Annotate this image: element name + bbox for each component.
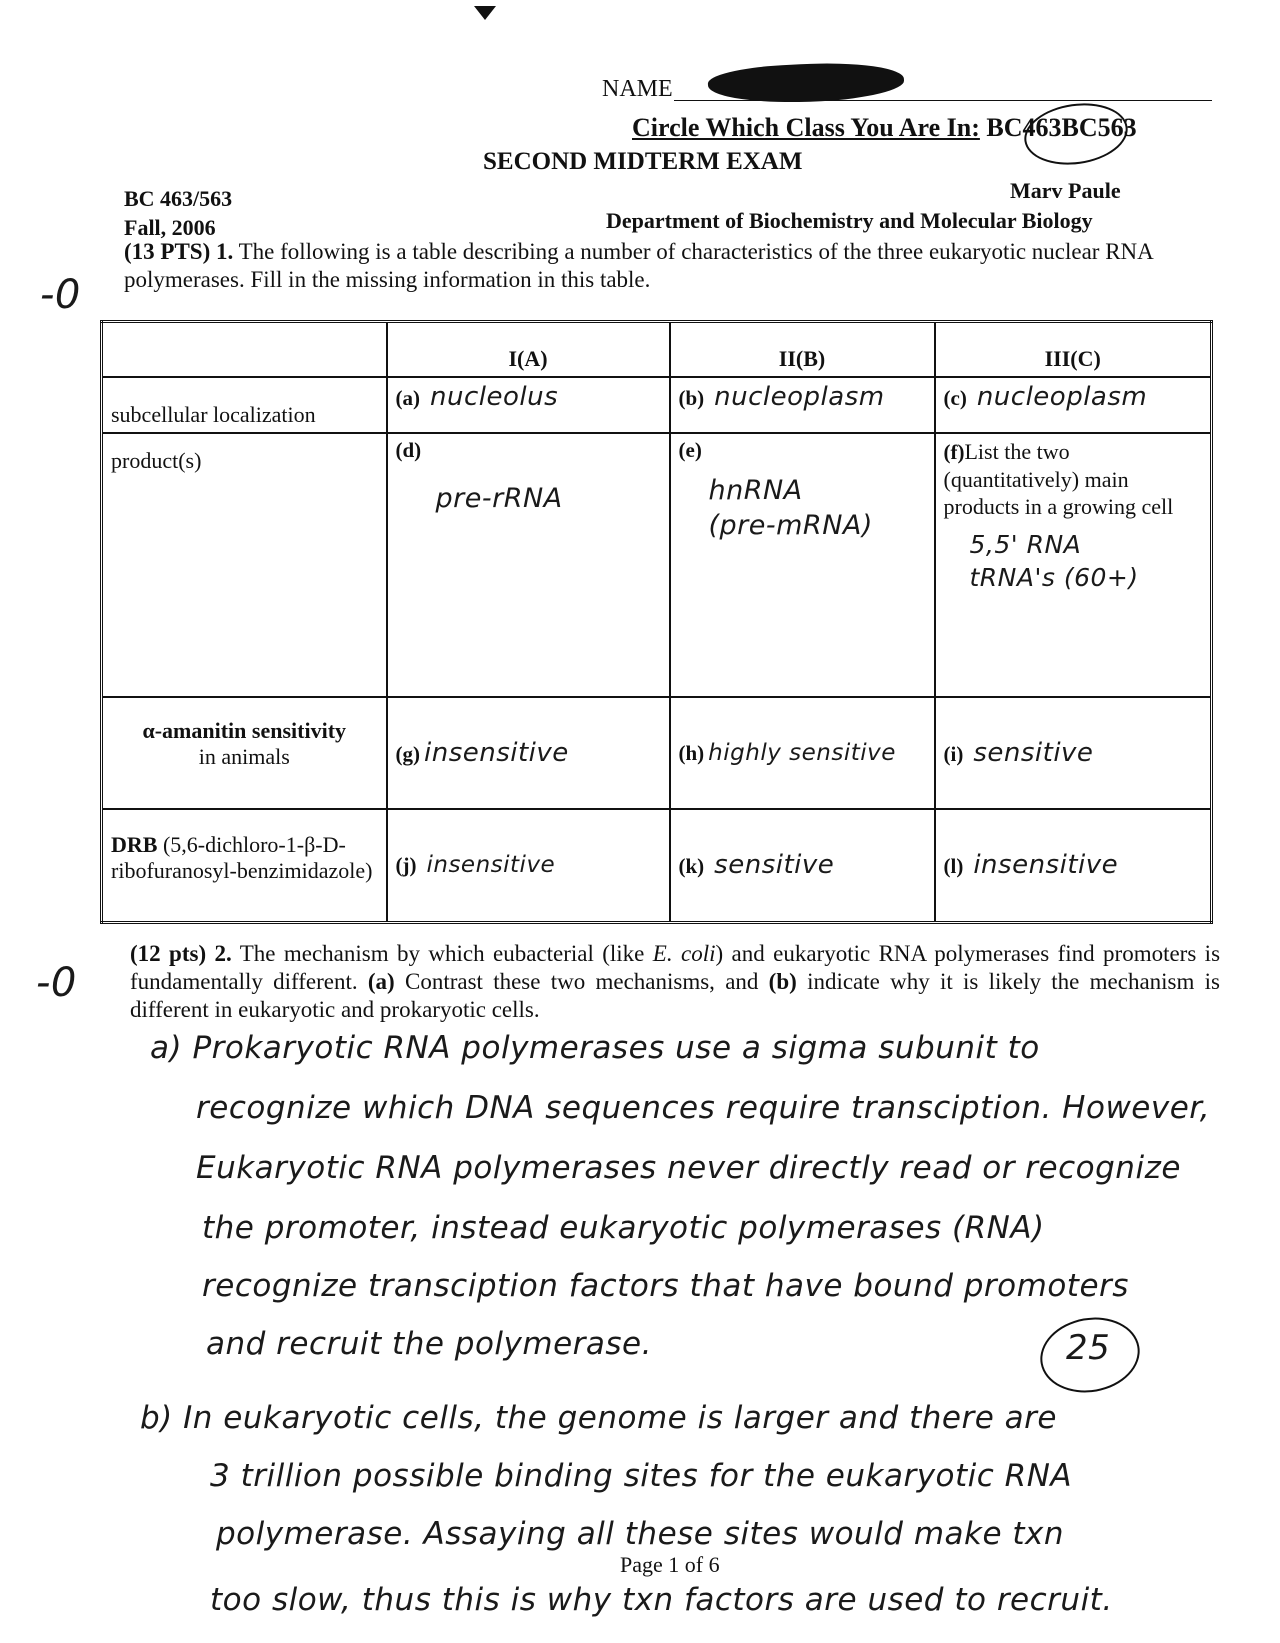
row-label-localization: subcellular localization xyxy=(102,377,387,433)
header-pol-2: II(B) xyxy=(670,322,935,378)
instructor: Marv Paule xyxy=(1010,178,1121,203)
answer-e-2: (pre-mRNA) xyxy=(708,510,873,541)
cell-c: (c) nucleoplasm xyxy=(935,377,1212,433)
class-prompt: Circle Which Class You Are In: xyxy=(632,113,980,142)
header-pol-1: I(A) xyxy=(387,322,670,378)
answer-a-line-4: the promoter, instead eukaryotic polymerases (RNA) xyxy=(202,1210,1045,1246)
answer-d: pre-rRNA xyxy=(435,483,563,514)
answer-j: insensitive xyxy=(426,852,556,879)
cell-b: (b) nucleoplasm xyxy=(670,377,935,433)
q1-score-mark: -0 xyxy=(40,272,81,318)
cell-g: (g) insensitive xyxy=(387,697,670,809)
header-pol-3: III(C) xyxy=(935,322,1212,378)
cell-a: (a) nucleolus xyxy=(387,377,670,433)
row-label-products: product(s) xyxy=(102,433,387,697)
cell-f: (f)List the two (quantitatively) main products in a growing cell 5,5' RNA tRNA's (60+) xyxy=(935,433,1212,697)
answer-a-line-3: Eukaryotic RNA polymerases never directly read or recognize xyxy=(196,1150,1181,1186)
cell-i: (i) sensitive xyxy=(935,697,1212,809)
answer-f-1: 5,5' RNA xyxy=(969,530,1082,559)
table-row-localization xyxy=(102,377,1212,433)
answer-a-line-5: recognize transciption factors that have bound promoters xyxy=(202,1268,1129,1304)
rna-polymerase-table xyxy=(100,320,1213,924)
answer-i: sensitive xyxy=(973,738,1094,769)
table-row-products xyxy=(102,433,1212,697)
header-cell-blank xyxy=(102,322,387,378)
term: Fall, 2006 xyxy=(124,215,216,240)
answer-a: nucleolus xyxy=(430,382,559,413)
course-code: BC 463/563 xyxy=(124,186,233,211)
answer-b-line-1: b) In eukaryotic cells, the genome is larger and there are xyxy=(140,1400,1057,1436)
answer-l: insensitive xyxy=(973,850,1119,881)
q2-score-mark: -0 xyxy=(36,960,77,1006)
class-option-bc563: BC563 xyxy=(1061,113,1137,142)
table-header-row xyxy=(102,322,1212,378)
answer-a-line-6: and recruit the polymerase. xyxy=(206,1326,652,1362)
answer-g: insensitive xyxy=(424,738,569,769)
question-1 xyxy=(124,238,1224,294)
row-label-amanitin: α-amanitin sensitivity in animals xyxy=(102,697,387,809)
answer-f-2: tRNA's (60+) xyxy=(969,563,1139,592)
class-option-bc463: BC463 xyxy=(986,113,1062,142)
answer-b-line-2: 3 trillion possible binding sites for the eukaryotic RNA xyxy=(210,1458,1073,1494)
cell-j: (j) insensitive xyxy=(387,809,670,923)
answer-b-line-3: polymerase. Assaying all these sites would make txn xyxy=(216,1516,1065,1552)
total-score: 25 xyxy=(1066,1328,1111,1368)
page-number: Page 1 of 6 xyxy=(620,1552,720,1577)
q1-prompt: The following is a table describing a number of characteristics of the three eukaryotic nuclear RNA polymerases. Fill in the missing information in this table. xyxy=(124,239,1153,292)
answer-b-line-4: too slow, thus this is why txn factors are used to recruit. xyxy=(210,1582,1113,1618)
answer-e-1: hnRNA xyxy=(708,475,803,506)
answer-b: nucleoplasm xyxy=(714,382,885,413)
cell-l: (l) insensitive xyxy=(935,809,1212,923)
table-row-drb xyxy=(102,809,1212,923)
class-circle-mark xyxy=(1020,97,1131,171)
question-2: (12 pts) 2. The mechanism by which eubacterial (like E. coli) and eukaryotic RNA polymerases find promoters is fundamentally different. (a) Contrast these two mechanisms, and (b) indicate why it is likely the mechanism is different in eukaryotic and prokaryotic cells. xyxy=(130,941,1221,1022)
answer-a-line-2: recognize which DNA sequences require transciption. However, xyxy=(196,1090,1211,1126)
cell-k: (k) sensitive xyxy=(670,809,935,923)
f-prompt: List the two (quantitatively) main products in a growing cell xyxy=(943,439,1174,519)
cell-d: (d) pre-rRNA xyxy=(387,433,670,697)
department: Department of Biochemistry and Molecular Biology xyxy=(606,208,1093,233)
row-label-drb: DRB (5,6-dichloro-1-β-D-ribofuranosyl-benzimidazole) xyxy=(102,809,387,923)
cell-h: (h) highly sensitive xyxy=(670,697,935,809)
answer-k: sensitive xyxy=(714,850,835,881)
table-row-amanitin xyxy=(102,697,1212,809)
scan-mark xyxy=(474,6,496,20)
q1-points: (13 PTS) 1. xyxy=(124,239,234,264)
answer-a-line-1: a) Prokaryotic RNA polymerases use a sigma subunit to xyxy=(150,1030,1040,1066)
cell-e: (e) hnRNA (pre-mRNA) xyxy=(670,433,935,697)
q2-points: (12 pts) 2. xyxy=(130,941,232,966)
exam-title: SECOND MIDTERM EXAM xyxy=(483,148,803,175)
organism-name: E. coli xyxy=(652,941,716,966)
answer-h: highly sensitive xyxy=(708,740,896,767)
answer-c: nucleoplasm xyxy=(976,382,1148,413)
name-label: NAME xyxy=(602,76,673,102)
